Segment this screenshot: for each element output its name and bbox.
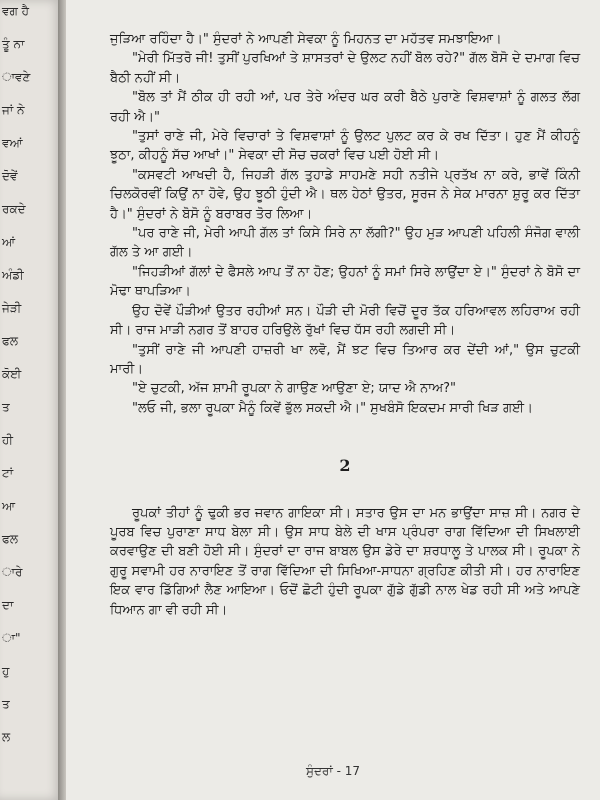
left-page-fragment: ਾਵਣੇ xyxy=(2,70,31,84)
adjacent-page-edge xyxy=(0,0,62,800)
left-page-fragment: ਾਰੇ xyxy=(2,565,23,579)
paragraph: ਜੁੜਿਆ ਰਹਿੰਦਾ ਹੈ।" ਸੁੰਦਰਾਂ ਨੇ ਆਪਣੀ ਸੇਵਕਾ ਨੂੰ ਮਿਹਨਤ ਦਾ ਮਹੱਤਵ ਸਮਝਾਇਆ। xyxy=(110,32,502,47)
left-page-fragment: ਕੋਈ xyxy=(2,367,22,381)
left-page-fragment: ਟਾਂ xyxy=(2,466,14,480)
page-footer: ਸੁੰਦਰਾਂ - 17 xyxy=(305,764,360,778)
paragraph: "ਮੇਰੀ ਮਿੱਤਰੋ ਜੀ! ਤੁਸੀਂ ਪੁਰਖਿਆਂ ਤੇ ਸ਼ਾਸਤਰਾਂ ਦੇ ਉਲਟ ਨਹੀਂ ਬੋਲ ਰਹੇ?" ਗੱਲ ਬੋਸੋ ਦੇ ਦਮਾਗ ਵਿਚ ਬੈਠੀ ਨਹੀਂ ਸੀ। xyxy=(110,51,580,86)
left-page-fragment: ਆ xyxy=(2,499,16,513)
left-page-fragment: ਲ xyxy=(2,730,11,744)
left-page-fragment: ਆਂ xyxy=(2,235,16,249)
paragraph: "ਪਰ ਰਾਣੇ ਜੀ, ਮੇਰੀ ਆਪੀ ਗੱਲ ਤਾਂ ਕਿਸੇ ਸਿਰੇ ਨਾ ਲੱਗੀ?" ਉਹ ਮੁੜ ਆਪਣੀ ਪਹਿਲੀ ਸੰਜੋਗ ਵਾਲੀ ਗੱਲ ਤੇ ਆ ਗਈ। xyxy=(110,226,580,261)
left-page-fragment: ਜਾਂ ਨੇ xyxy=(2,103,25,117)
page-content xyxy=(110,30,580,620)
left-page-fragment: ਵਆਂ xyxy=(2,136,23,150)
left-page-fragment: ਫਲ xyxy=(2,334,18,348)
left-page-fragment: ਵਗ ਹੈ xyxy=(2,4,30,18)
paragraph: "ਏ ਚੁਟਕੀ, ਅੱਜ ਸ਼ਾਮੀ ਰੂਪਕਾ ਨੇ ਗਾਉਣ ਆਉਣਾ ਏ; ਯਾਦ ਐ ਨਾਅ?" xyxy=(132,381,457,397)
paragraph: "ਬੋਲ ਤਾਂ ਮੈਂ ਠੀਕ ਹੀ ਰਹੀ ਆਂ, ਪਰ ਤੇਰੇ ਅੰਦਰ ਘਰ ਕਰੀ ਬੈਠੇ ਪੁਰਾਣੇ ਵਿਸ਼ਵਾਸ਼ਾਂ ਨੂੰ ਗਲਤ ਲੱਗ ਰਹੀ ਐ।" xyxy=(110,90,580,125)
paragraph: ਉਹ ਦੋਵੇਂ ਪੌੜੀਆਂ ਉਤਰ ਰਹੀਆਂ ਸਨ। ਪੌੜੀ ਦੀ ਮੋਰੀ ਵਿਚੋਂ ਦੂਰ ਤੱਕ ਹਰਿਆਵਲ ਲਹਿਰਾਅ ਰਹੀ ਸੀ। ਰਾਜ ਮਾੜੀ ਨਗਰ ਤੋਂ ਬਾਹਰ ਹਰਿਉਲੇ ਰੁੱਖਾਂ ਵਿਚ ਧੱਸ ਰਹੀ ਲਗਦੀ ਸੀ। xyxy=(110,303,580,339)
left-page-fragment: ਫਲ xyxy=(2,532,18,546)
paragraph: "ਜਿਹੜੀਆਂ ਗੱਲਾਂ ਦੇ ਫੈਸਲੇ ਆਪ ਤੋਂ ਨਾ ਹੋਣ; ਉਹਨਾਂ ਨੂੰ ਸਮਾਂ ਸਿਰੇ ਲਾਉਂਦਾ ਏ।" ਸੁੰਦਰਾਂ ਨੇ ਬੋਸੋ ਦਾ ਮੋਢਾ ਥਾਪੜਿਆ। xyxy=(110,264,580,300)
paragraph: "ਤੁਸਾਂ ਰਾਣੇ ਜੀ, ਮੇਰੇ ਵਿਚਾਰਾਂ ਤੇ ਵਿਸ਼ਵਾਸ਼ਾਂ ਨੂੰ ਉਲਟ ਪੁਲਟ ਕਰ ਕੇ ਰਖ ਦਿੱਤਾ। ਹੁਣ ਮੈਂ ਕੀਹਨੂੰ ਝੂਠਾ, ਕੀਹਨੂੰ ਸੱਚ ਆਖਾਂ।" ਸੇਵਕਾ ਦੀ ਸੋਚ ਚਕਰਾਂ ਵਿਚ ਪਈ ਹੋਈ ਸੀ। xyxy=(110,129,580,164)
paragraph: "ਕਸਵਟੀ ਆਖਦੀ ਹੈ, ਜਿਹੜੀ ਗੱਲ ਤੁਹਾਡੇ ਸਾਹਮਣੇ ਸਹੀ ਨਤੀਜੇ ਪ੍ਰਤੱਖ ਨਾ ਕਰੇ, ਭਾਵੇਂ ਕਿੰਨੀ ਚਿਲਕੋਰਵੀਂ ਕਿਉਂ ਨਾ ਹੋਵੇ, ਉਹ ਝੂਠੀ ਹੁੰਦੀ ਐ। ਥਲ ਹੇਠਾਂ ਉਤਰ, ਸੂਰਜ ਨੇ ਸੇਕ ਮਾਰਨਾ ਸ਼ੁਰੂ ਕਰ ਦਿੱਤਾ ਹੈ।" ਸੁੰਦਰਾਂ ਨੇ ਬੋਸੋ ਨੂੰ ਬਰਾਬਰ ਤੋਰ ਲਿਆ। xyxy=(110,167,580,222)
left-page-fragment: ਹੀ xyxy=(2,433,13,447)
chapter-paragraph: ਰੂਪਕਾਂ ਤੀਹਾਂ ਨੂੰ ਢੁਕੀ ਭਰ ਜਵਾਨ ਗਾਇਕਾ ਸੀ। ਸਤਾਰ ਉਸ ਦਾ ਮਨ ਭਾਉਂਦਾ ਸਾਜ਼ ਸੀ। ਨਗਰ ਦੇ ਪੂਰਬ ਵਿਚ ਪੁਰਾਣਾ ਸਾਧ ਬੇਲਾ ਸੀ। ਉਸ ਸਾਧ ਬੇਲੇ ਦੀ ਖਾਸ ਪ੍ਰੰਪਰਾ ਰਾਗ ਵਿੱਦਿਆ ਦੀ ਸਿਖਲਾਈ ਕਰਵਾਉਣ ਦੀ ਬਣੀ ਹੋਈ ਸੀ। ਸੁੰਦਰਾਂ ਦਾ ਰਾਜ ਬਾਬਲ ਉਸ ਡੇਰੇ ਦਾ ਸ਼ਰਧਾਲੂ ਤੇ ਪਾਲਕ ਸੀ। ਰੂਪਕਾ ਨੇ ਗੁਰੂ ਸਵਾਮੀ ਹਰ ਨਾਰਾਇਣ ਤੋਂ ਰਾਗ ਵਿੱਦਿਆ ਦੀ ਸਿਖਿਆ-ਸਾਧਨਾ ਗ੍ਰਹਿਣ ਕੀਤੀ ਸੀ। ਹਰ ਨਾਰਾਇਣ ਇਕ ਵਾਰ ਡਿੱਗਿਆਂ ਲੈਣ ਆਇਆ। ਓਦੋਂ ਛੋਟੀ ਹੁੰਦੀ ਰੂਪਕਾ ਗੁੱਡੇ ਗੁੱਡੀ ਨਾਲ ਖੇਡ ਰਹੀ ਸੀ ਅਤੇ ਆਪਣੇ ਧਿਆਨ ਗਾ ਵੀ ਰਹੀ ਸੀ। xyxy=(110,505,580,618)
book-page xyxy=(66,0,600,800)
left-page-fragment: ਤ xyxy=(2,697,10,711)
paragraph: "ਤੁਸੀਂ ਰਾਣੇ ਜੀ ਆਪਣੀ ਹਾਜ਼ਰੀ ਖਾ ਲਵੋ, ਮੈਂ ਝਟ ਵਿਚ ਤਿਆਰ ਕਰ ਦੇਂਦੀ ਆਂ," ਉਸ ਚੁਟਕੀ ਮਾਰੀ। xyxy=(110,342,580,377)
book-gutter xyxy=(58,0,66,800)
left-page-fragment: ਅੰਡੀ xyxy=(2,268,24,282)
left-page-fragment: ਜੇੜੀ xyxy=(2,301,22,315)
left-page-fragment: ਹੁ xyxy=(2,664,10,678)
left-page-fragment: ਾ" xyxy=(2,631,21,645)
paragraph: "ਲਓ ਜੀ, ਭਲਾ ਰੂਪਕਾ ਮੈਨੂੰ ਕਿਵੇਂ ਭੁੱਲ ਸਕਦੀ ਐ।" ਸੁਖਬੰਸੋ ਇਕਦਮ ਸਾਰੀ ਖਿੜ ਗਈ। xyxy=(132,400,533,416)
left-page-fragment: ਤੂੰ ਨਾ xyxy=(2,37,25,51)
left-page-fragment: ਰਕਦੇ xyxy=(2,202,26,216)
paragraph-list xyxy=(110,30,580,418)
chapter-number: 2 xyxy=(339,456,351,476)
left-page-fragment: ਤ xyxy=(2,400,10,414)
left-page-fragment: ਦੋਵੇਂ xyxy=(2,169,18,183)
left-page-fragment: ਦਾ xyxy=(2,598,14,612)
